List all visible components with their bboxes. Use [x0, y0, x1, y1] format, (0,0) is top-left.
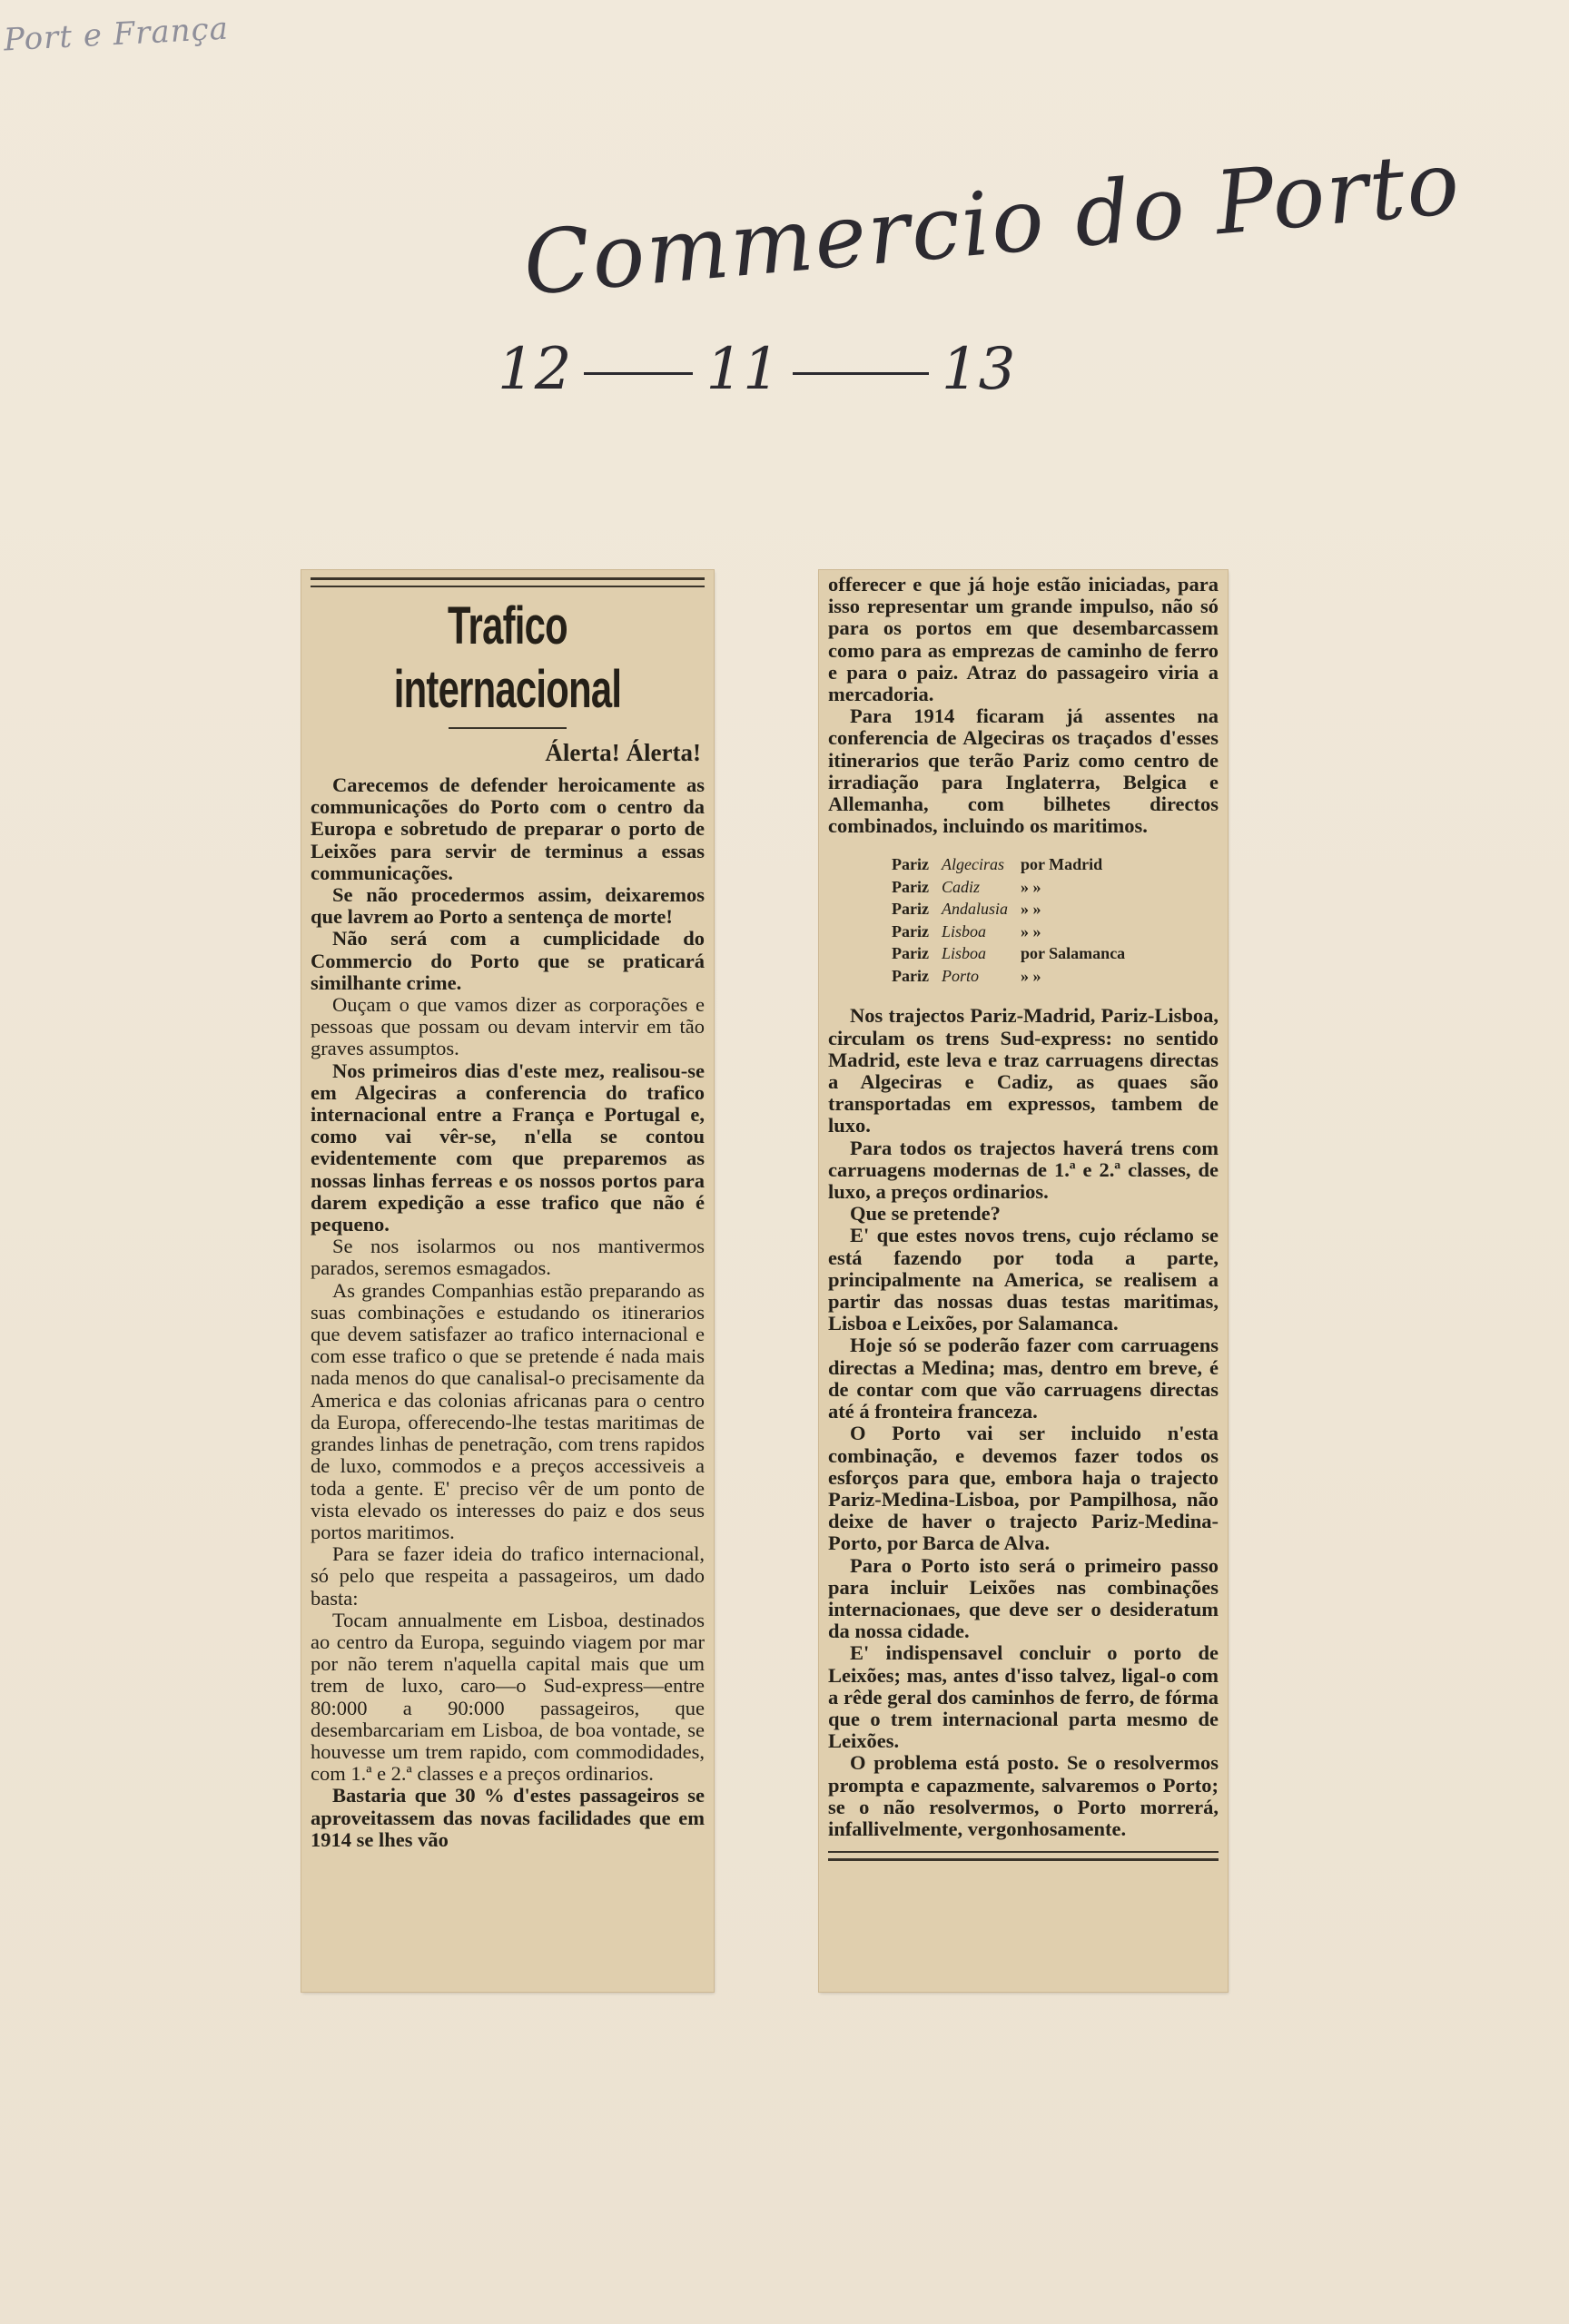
itinerary-origin: Pariz: [892, 944, 929, 963]
paragraph: Para todos os trajectos haverá trens com carruagens modernas de 1.ª e 2.ª classes, de luxo, a preços ordinarios.: [828, 1136, 1219, 1204]
paragraph: offerecer e que já hoje estão iniciadas, para isso representar um grande impulso, não só para os portos em que desembarcassem como para as emprezas de caminho de ferro e para o paiz. Atraz do passageiro viria a mercadoria.: [828, 573, 1219, 706]
itinerary-row: [892, 921, 1138, 943]
itinerary-row: [892, 898, 1138, 921]
top-rule: [311, 577, 705, 587]
clipping-left-column: [301, 570, 714, 1992]
date-month: 11: [706, 336, 780, 403]
date-day: 12: [498, 336, 572, 403]
itinerary-route: por Salamanca: [1021, 944, 1126, 963]
paragraph: Nos primeiros dias d'este mez, realisou-se em Algeciras a conferencia do trafico internacional entre a França e Portugal e, como vai vêr-se, n'ella se contou evidentemente com que preparemos as nossas linhas ferreas e os nossos portos para darem expedição a esse trafico que não é pequeno.: [311, 1059, 705, 1236]
corner-annotation: Port e França: [3, 10, 230, 59]
itinerary-row: [892, 853, 1138, 876]
article-subhead: Álerta! Álerta!: [545, 739, 701, 766]
paragraph: Carecemos de defender heroicamente as communicações do Porto com o centro da Europa e sobretudo de preparar o porto de Leixões para servir de terminus a essas communicações.: [311, 773, 705, 884]
date-year: 13: [941, 336, 1016, 403]
date-dash: [584, 372, 693, 375]
paragraph: Que se pretende?: [850, 1202, 1001, 1226]
itinerary-destination: Andalusia: [941, 900, 1008, 919]
bottom-rule: [828, 1851, 1219, 1861]
paragraph: Não será com a cumplicidade do Commercio do Porto que se praticará similhante crime.: [311, 927, 705, 994]
paragraph: Hoje só se poderão fazer com carruagens directas a Medina; mas, dentro em breve, é de contar com que vão carruagens directas até á fronteira franceza.: [828, 1334, 1219, 1423]
itinerary-origin: Pariz: [892, 966, 929, 985]
itinerary-destination: Lisboa: [941, 921, 987, 940]
itinerary-row: [892, 965, 1138, 988]
date-dash: [793, 372, 929, 375]
paragraph: Se nos isolarmos ou nos mantivermos parados, seremos esmagados.: [311, 1235, 705, 1280]
itinerary-row: [892, 942, 1138, 965]
itinerary-route: por Madrid: [1021, 855, 1103, 874]
itinerary-destination: Lisboa: [941, 944, 987, 963]
paragraph: Tocam annualmente em Lisboa, destinados ao centro da Europa, seguindo viagem por mar por não terem n'aquella capital mais que um trem de luxo, caro—o Sud-express—entre 80:000 a 90:000 passageiros, que desembarcariam em Lisboa, de boa vontade, se houvesse um trem rapido, com commodidades, com 1.ª e 2.ª classes e a preços ordinarios.: [311, 1608, 705, 1786]
clipping-right-column: [819, 570, 1228, 1992]
itinerary-table: [828, 853, 1219, 987]
itinerary-origin: Pariz: [892, 855, 929, 874]
headline-rule: [449, 727, 567, 729]
article-headline: Trafico internacional: [393, 596, 622, 719]
paragraph: Bastaria que 30 % d'estes passageiros se aproveitassem das novas facilidades que em 1914 se lhes vão: [311, 1784, 705, 1851]
itinerary-route: » »: [1021, 921, 1041, 940]
paragraph: E' indispensavel concluir o porto de Leixões; mas, antes d'isso talvez, ligal-o com a rêde geral dos caminhos de ferro, de fórma que o trem internacional parta mesmo de Leixões.: [828, 1641, 1219, 1753]
itinerary-destination: Algeciras: [941, 855, 1004, 874]
paragraph: Ouçam o que vamos dizer as corporações e pessoas que possam ou devam intervir em tão graves assumptos.: [311, 993, 705, 1060]
itinerary-destination: Porto: [941, 966, 979, 985]
itinerary-row: [892, 876, 1138, 899]
paragraph: Para o Porto isto será o primeiro passo para incluir Leixões nas combinações internacionaes, que deve ser o desideratum da nossa cidade.: [828, 1553, 1219, 1643]
paragraph: O Porto vai ser incluido n'esta combinação, e devemos fazer todos os esforços para que, embora haja o trajecto Pariz-Medina-Lisboa, por Pampilhosa, não deixe de haver o trajecto Pariz-Medina-Porto, por Barca de Alva.: [828, 1422, 1219, 1555]
paragraph: E' que estes novos trens, cujo réclamo se está fazendo por toda a parte, principalmente na America, se realisem a partir das nossas duas testas maritimas, Lisboa e Leixões, por Salamanca.: [828, 1224, 1219, 1335]
paragraph: Se não procedermos assim, deixaremos que lavrem ao Porto a sentença de morte!: [311, 883, 705, 929]
itinerary-route: » »: [1021, 900, 1041, 919]
handwritten-source: Commercio do Porto: [519, 132, 1465, 315]
paragraph: Nos trajectos Pariz-Madrid, Pariz-Lisboa, circulam os trens Sud-express: no sentido Madrid, este leva e traz carruagens directas a Algeciras e Cadiz, as quaes são transportadas em expressos, tambem de luxo.: [828, 1004, 1219, 1137]
itinerary-origin: Pariz: [892, 921, 929, 940]
paragraph: O problema está posto. Se o resolvermos prompta e capazmente, salvaremos o Porto; se o não resolvermos, o Porto morrerá, infallivelmente, vergonhosamente.: [828, 1751, 1219, 1840]
itinerary-origin: Pariz: [892, 877, 929, 896]
itinerary-destination: Cadiz: [941, 877, 980, 896]
itinerary-origin: Pariz: [892, 900, 929, 919]
paragraph: As grandes Companhias estão preparando as suas combinações e estudando os itinerarios que devem satisfazer ao trafico internacional e com esse trafico o que se pretende é nada mais nada menos do que canalisal-o precisamente da America e das colonias africanas para o centro da Europa, offerecendo-lhe testas maritimas de grandes linhas de penetração, com trens rapidos de luxo, commodos e a preços accessiveis a toda a gente. E' preciso vêr de um ponto de vista elevado os interesses do paiz e dos seus portos maritimos.: [311, 1278, 705, 1543]
itinerary-route: » »: [1021, 966, 1041, 985]
paragraph: Para 1914 ficaram já assentes na conferencia de Algeciras os traçados d'esses itinerarios que terão Pariz como centro de irradiação para Inglaterra, Belgica e Allemanha, com bilhetes directos combinados, incluindo os maritimos.: [828, 704, 1219, 838]
handwritten-date: [498, 336, 1015, 403]
itinerary-route: » »: [1021, 877, 1041, 896]
paragraph: Para se fazer ideia do trafico internacional, só pelo que respeita a passageiros, um dado basta:: [311, 1542, 705, 1610]
